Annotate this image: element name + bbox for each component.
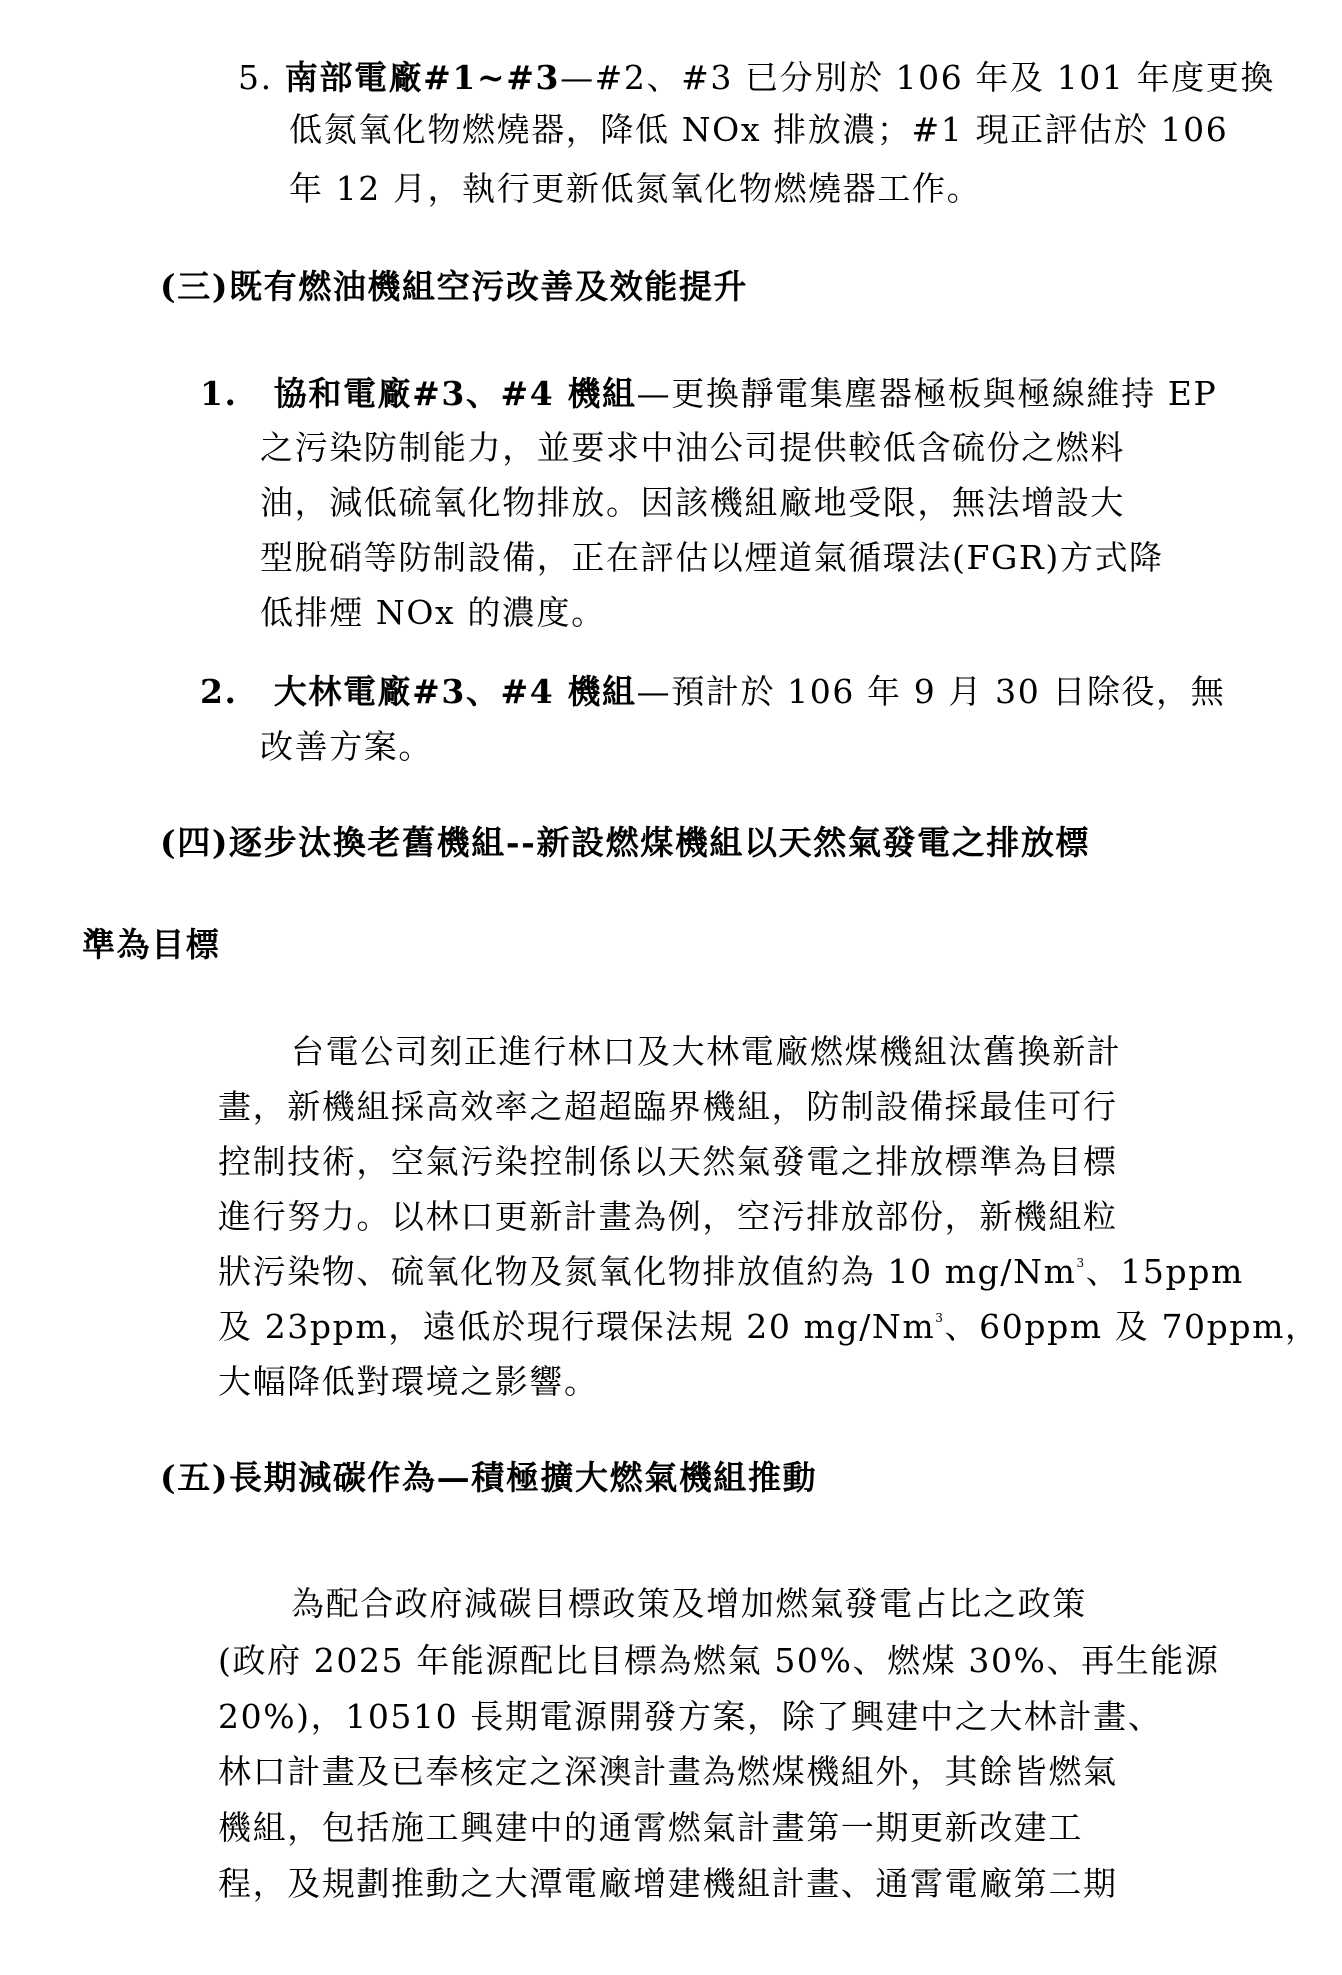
text-segment: 狀污染物、硫氧化物及氮氧化物排放值約為 10 mg/Nm	[218, 1252, 1077, 1291]
paragraph-line-6: 程，及規劃推動之大潭電廠增建機組計畫、通霄電廠第二期	[218, 1864, 1118, 1903]
paragraph-line-6	[218, 1307, 1320, 1347]
section-4-heading-line-1: (四)逐步汰換老舊機組--新設燃煤機組以天然氣發電之排放標	[160, 823, 1091, 862]
item-number: 2.	[200, 672, 238, 711]
section-3-heading: (三)既有燃油機組空污改善及效能提升	[160, 267, 749, 306]
paragraph-line-2: 畫，新機組採高效率之超超臨界機組，防制設備採最佳可行	[218, 1087, 1118, 1126]
paragraph-line-3: 控制技術，空氣污染控制係以天然氣發電之排放標準為目標	[218, 1142, 1118, 1181]
paragraph-line-4: 進行努力。以林口更新計畫為例，空污排放部份，新機組粒	[218, 1197, 1118, 1236]
item-5-line-3: 年 12 月，執行更新低氮氧化物燃燒器工作。	[289, 169, 982, 208]
item-5-line-1	[238, 58, 1275, 98]
item-1-line-5: 低排煙 NOx 的濃度。	[260, 593, 606, 632]
item-1-line-3: 油，減低硫氧化物排放。因該機組廠地受限，無法增設大	[260, 483, 1125, 522]
paragraph-line-7: 大幅降低對環境之影響。	[218, 1362, 599, 1401]
paragraph-line-4: 林口計畫及已奉核定之深澳計畫為燃煤機組外，其餘皆燃氣	[218, 1752, 1118, 1791]
item-2-line-1	[200, 672, 1225, 712]
text-segment: 、15ppm	[1085, 1252, 1244, 1291]
paragraph-line-5: 機組，包括施工興建中的通霄燃氣計畫第一期更新改建工	[218, 1808, 1083, 1847]
item-title: 南部電廠#1~#3	[284, 58, 561, 97]
text-segment: 及 23ppm，遠低於現行環保法規 20 mg/Nm	[218, 1307, 936, 1346]
item-title: 協和電廠#3、#4 機組	[273, 374, 637, 413]
item-1-line-2: 之污染防制能力，並要求中油公司提供較低含硫份之燃料	[260, 428, 1125, 467]
paragraph-line-2: (政府 2025 年能源配比目標為燃氣 50%、燃煤 30%、再生能源	[218, 1641, 1220, 1680]
item-text: —#2、#3 已分別於 106 年及 101 年度更換	[560, 58, 1275, 97]
superscript: 3	[1076, 1256, 1086, 1270]
paragraph-line-3: 20%)，10510 長期電源開發方案，除了興建中之大林計畫、	[218, 1697, 1163, 1736]
item-number: 1.	[200, 374, 238, 413]
item-2-line-2: 改善方案。	[260, 727, 433, 766]
item-5-line-2: 低氮氧化物燃燒器，降低 NOx 排放濃；#1 現正評估於 106	[289, 110, 1229, 149]
section-5-heading: (五)長期減碳作為—積極擴大燃氣機組推動	[160, 1458, 818, 1497]
item-text: —預計於 106 年 9 月 30 日除役，無	[636, 672, 1226, 711]
item-1-line-4: 型脫硝等防制設備，正在評估以煙道氣循環法(FGR)方式降	[260, 538, 1164, 577]
superscript: 3	[935, 1311, 945, 1325]
item-number: 5.	[238, 58, 273, 97]
item-title: 大林電廠#3、#4 機組	[273, 672, 637, 711]
text-segment: 、60ppm 及 70ppm，	[944, 1307, 1320, 1346]
paragraph-line-5	[218, 1252, 1244, 1292]
paragraph-line-1: 為配合政府減碳目標政策及增加燃氣發電占比之政策	[291, 1584, 1087, 1623]
item-1-line-1	[200, 374, 1217, 414]
item-text: —更換靜電集塵器極板與極線維持 EP	[636, 374, 1218, 413]
section-4-heading-line-2: 準為目標	[82, 925, 221, 964]
paragraph-line-1: 台電公司刻正進行林口及大林電廠燃煤機組汰舊換新計	[291, 1032, 1122, 1071]
